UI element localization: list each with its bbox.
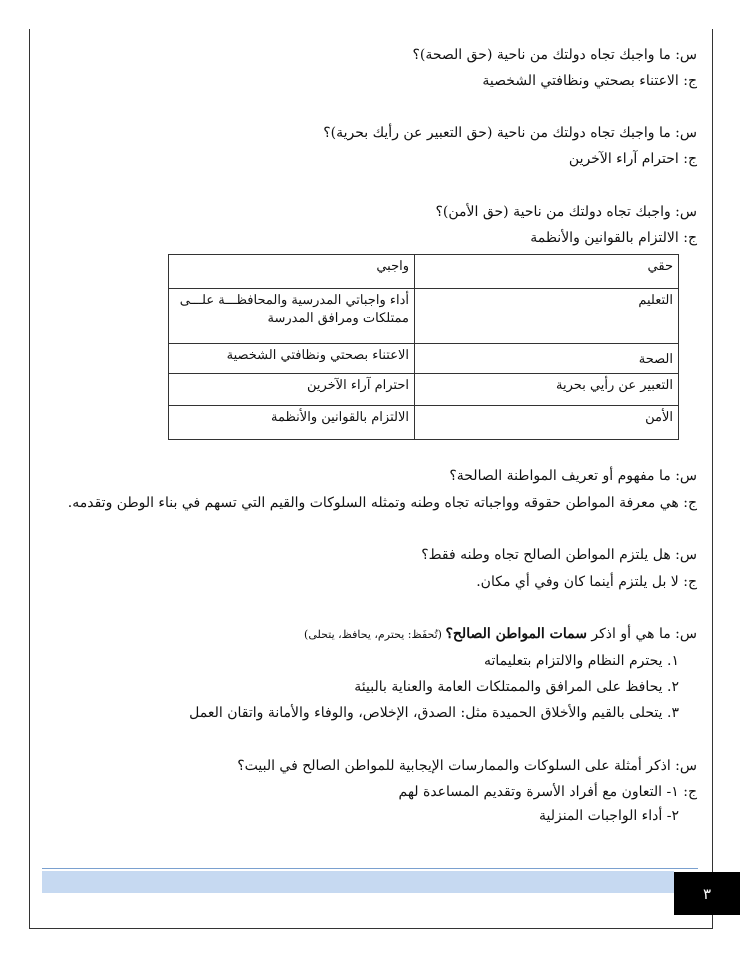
table-row [169,344,679,374]
answer-health: ج: الاعتناء بصحتي ونظافتي الشخصية [482,73,697,89]
question-traits-prefix: س: ما هي أو اذكر [586,626,697,642]
table-header-row [169,255,679,289]
footer-bar [42,871,674,893]
list-item: ١. يحترم النظام والالتزام بتعليماته [483,653,679,669]
page-number: ٣ [674,872,740,915]
table-row [169,289,679,344]
question-health: س: ما واجبك تجاه دولتك من ناحية (حق الصحة)؟ [412,47,697,63]
table-row [169,374,679,406]
table-row [169,406,679,440]
question-traits [304,625,697,644]
answer-citizenship: ج: هي معرفة المواطن حقوقه وواجباته تجاه وطنه وتمثله السلوكات والقيم التي تسهم في بناء الوطن وتقدمه. [67,495,697,511]
question-citizenship: س: ما مفهوم أو تعريف المواطنة الصالحة؟ [449,468,697,484]
table-cell-duty: احترام آراء الآخرين [169,374,415,406]
list-item: ٢. يحافظ على المرافق والممتلكات العامة والعناية بالبيئة [354,679,679,695]
question-commitment: س: هل يلتزم المواطن الصالح تجاه وطنه فقط؟ [421,547,697,563]
answer-expression: ج: احترام آراء الآخرين [568,151,697,167]
table-cell-right: التعبير عن رأيي بحرية [415,374,679,406]
footer-rule [42,868,698,869]
table-cell-right: التعليم [415,289,679,344]
header-duty: واجبي [169,255,415,289]
header-right: حقي [415,255,679,289]
table-cell-duty: الاعتناء بصحتي ونظافتي الشخصية [169,344,415,374]
answer-home-2: ٢- أداء الواجبات المنزلية [538,808,679,824]
table-cell-duty: أداء واجباتي المدرسية والمحافظـــة علـــى ممتلكات ومرافق المدرسة [169,289,415,344]
rights-duties-table [168,254,679,440]
table-cell-right: الصحة [415,344,679,374]
question-home: س: اذكر أمثلة على السلوكات والممارسات الإيجابية للمواطن الصالح في البيت؟ [237,758,697,774]
answer-commitment: ج: لا بل يلتزم أينما كان وفي أي مكان. [476,574,697,590]
answer-security: ج: الالتزام بالقوانين والأنظمة [530,230,697,246]
question-expression: س: ما واجبك تجاه دولتك من ناحية (حق التعبير عن رأيك بحرية)؟ [323,125,697,141]
table-cell-duty: الالتزام بالقوانين والأنظمة [169,406,415,440]
question-security: س: واجبك تجاه دولتك من ناحية (حق الأمن)؟ [435,204,697,220]
answer-home-1: ج: ١- التعاون مع أفراد الأسرة وتقديم المساعدة لهم [398,784,697,800]
question-traits-hint: (تُحفَظ: يحترم، يحافظ، يتحلى) [304,628,446,641]
table-cell-right: الأمن [415,406,679,440]
list-item: ٣. يتحلى بالقيم والأخلاق الحميدة مثل: الصدق، الإخلاص، والوفاء والأمانة واتقان العمل [189,705,679,721]
question-traits-bold: سمات المواطن الصالح؟ [445,626,587,642]
